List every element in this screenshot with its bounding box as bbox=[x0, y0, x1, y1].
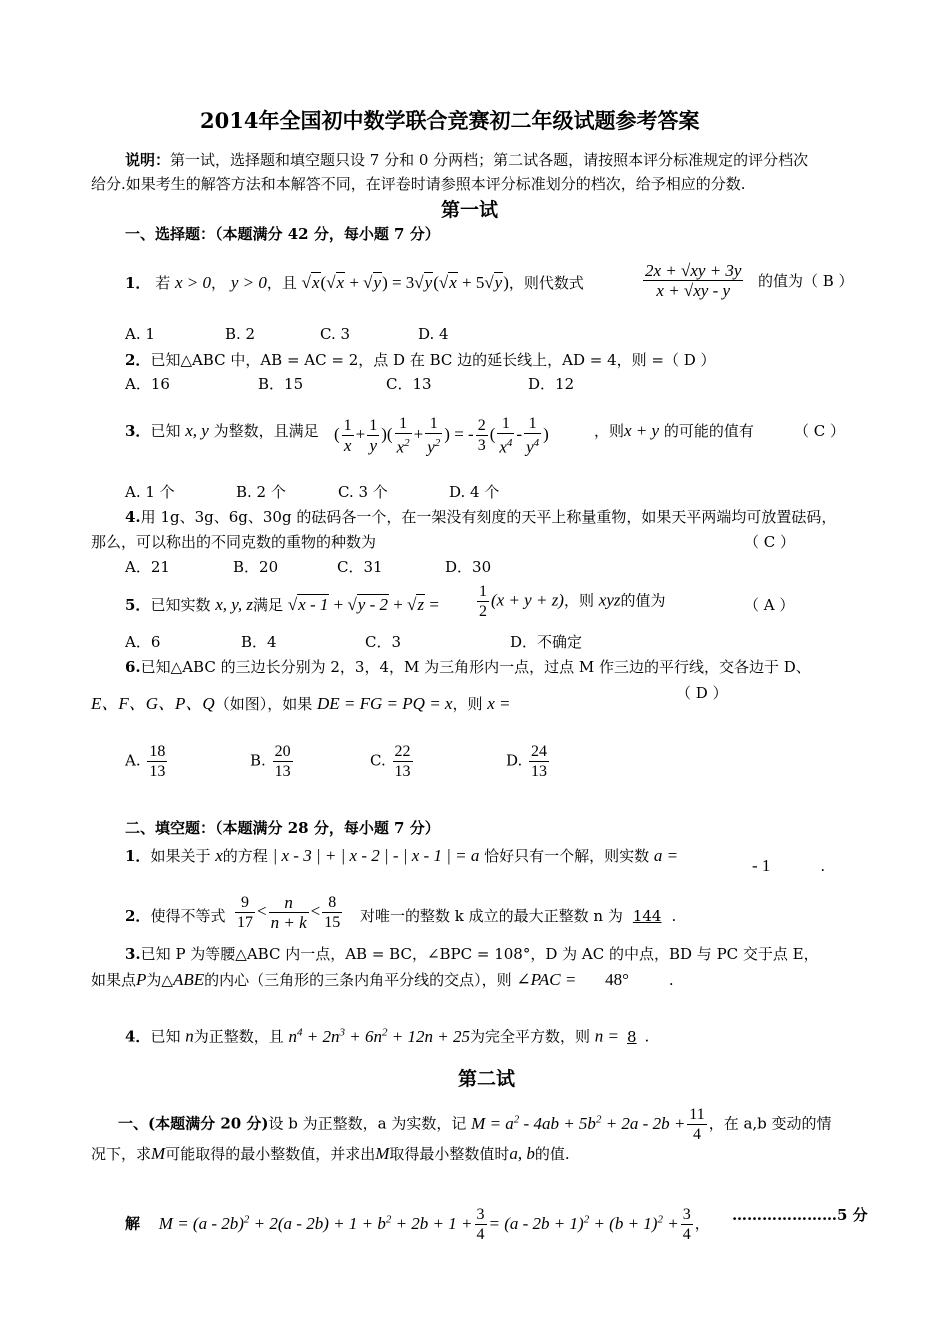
q1-mid: ，且 bbox=[266, 274, 297, 292]
q4-answer: （ C ） bbox=[744, 533, 796, 551]
q2-option-c: C．13 bbox=[386, 375, 432, 393]
q5-option-b: B．4 bbox=[241, 633, 277, 651]
note-text-1: 第一试，选择题和填空题只设 7 分和 0 分两档；第二试各题，请按照本评分标准规定的评分档次 bbox=[170, 151, 809, 169]
q3-equation: ( $\frac{1}{x}$ + $\frac{1}{y}$ )( $\frac{1}{x^2}$ + $\frac{1}{y^2}$ ) = - $\frac{2}{3}$ ( $\frac{1}{x^4}$ - $\frac{1}{y^4}$ ) bbox=[334, 415, 549, 457]
note-line-2: 给分.如果考生的解答方法和本解答不同，在评卷时请参照本评分标准划分的档次，给予相应的分数. bbox=[91, 175, 746, 193]
question-4 bbox=[125, 507, 836, 527]
solution-score: …………………5 分 bbox=[732, 1206, 868, 1224]
q1-then: ，则代数式 bbox=[508, 274, 584, 292]
q5-number: 5． bbox=[125, 596, 151, 614]
note-line-1 bbox=[125, 150, 808, 170]
q1-option-d: D. 4 bbox=[418, 325, 449, 343]
fill-2: 2．使得不等式 bbox=[125, 907, 226, 925]
q4-number: 4. bbox=[125, 508, 141, 526]
q1-option-b: B. 2 bbox=[225, 325, 256, 343]
f3-line-2: 如果点P为△ABE的内心（三角形的三条内角平分线的交点），则 ∠PAC = 48° . bbox=[91, 970, 674, 989]
q5-vars: x, y, z bbox=[215, 595, 254, 614]
f4-number: 4． bbox=[125, 1027, 151, 1046]
q5-equation-rhs: $\frac{1}{2}$ (x + y + z)，则 xyz的值为 bbox=[479, 583, 666, 620]
f2-tail: 对唯一的整数 k 成立的最大正整数 n 为 144 . bbox=[360, 907, 677, 925]
q3-number: 3． bbox=[125, 422, 151, 440]
q1-option-c: C. 3 bbox=[320, 325, 351, 343]
q6-answer: （ D ） bbox=[676, 684, 728, 702]
q6-option-c: C. $\frac{22}{13}$ bbox=[370, 743, 411, 780]
f1-number: 1． bbox=[125, 847, 151, 865]
part1-title: 一、选择题：（本题满分 42 分，每小题 7 分） bbox=[125, 225, 440, 243]
note-label: 说明： bbox=[125, 151, 171, 169]
q4-option-b: B．20 bbox=[233, 558, 279, 576]
f3-number: 3. bbox=[125, 945, 141, 963]
q3-answer: （ C ） bbox=[794, 422, 846, 440]
part2-title: 二、填空题：（本题满分 28 分，每小题 7 分） bbox=[125, 819, 440, 837]
q6-xeq: x = bbox=[487, 694, 511, 713]
q3-option-d: D. 4 个 bbox=[449, 483, 500, 501]
round2-problem-1: 一、(本题满分 20 分)设 b 为正整数，a 为实数，记 $M = a^2 - 4ab + 5b^2 + 2a - 2b$ + $\frac{11}{4}$ ，在 a,b 变动的情 bbox=[118, 1106, 832, 1143]
q5-option-d: D．不确定 bbox=[510, 633, 583, 651]
f3-answer: 48° bbox=[605, 970, 629, 989]
q5-option-c: C．3 bbox=[365, 633, 402, 651]
page-title: 2014年全国初中数学联合竞赛初二年级试题参考答案 bbox=[200, 108, 700, 133]
question-6 bbox=[125, 657, 811, 677]
q6-option-a: A. $\frac{18}{13}$ bbox=[125, 743, 166, 780]
round2-line-2: 况下，求M可能取得的最小整数值，并求出M取得最小整数值时a, b的值. bbox=[91, 1144, 570, 1163]
q4-option-c: C．31 bbox=[337, 558, 383, 576]
question-1: 1． 若 x > 0， y > 0，且 √x(√x + √y) = 3√y(√x + 5√y)，则代数式 bbox=[125, 273, 584, 292]
q4-line-1: 用 1g、3g、6g、30g 的砝码各一个，在一架没有刻度的天平上称量重物，如果天平两端均可放置砝码， bbox=[140, 508, 837, 526]
q6-line-1: 已知△ABC 的三边长分别为 2，3，4，M 为三角形内一点，过点 M 作三边的平行线，交各边于 D、 bbox=[140, 658, 811, 676]
round1-title: 第一试 bbox=[441, 199, 499, 221]
fill-1: 1．如果关于 x的方程 | x - 3 | + | x - 2 | - | x - 1 | = a 恰好只有一个解，则实数 a = bbox=[125, 846, 679, 865]
q3-vars: x, y bbox=[185, 421, 209, 440]
q1-equation: √x(√x + √y) = 3√y(√x + 5√y) bbox=[301, 273, 509, 292]
q1-cond-y: y > 0 bbox=[230, 273, 267, 292]
q3-option-c: C. 3 个 bbox=[338, 483, 388, 501]
q3-tail: ，则x + y 的可能的值有 bbox=[594, 421, 754, 440]
q3-option-b: B. 2 个 bbox=[236, 483, 286, 501]
q4-line-2: 那么，可以称出的不同克数的重物的种数为 bbox=[91, 533, 377, 551]
q5-equation: √x - 1 + √y - 2 + √z = bbox=[287, 595, 439, 614]
solution-label: 解 bbox=[125, 1214, 141, 1233]
q4-option-a: A．21 bbox=[125, 558, 170, 576]
f4-answer: 8 bbox=[626, 1027, 637, 1046]
q2-option-b: B．15 bbox=[258, 375, 304, 393]
question-2 bbox=[125, 350, 716, 370]
q6-line-2: E、F、G、P、Q（如图），如果 DE = FG = PQ = x，则 x = bbox=[91, 694, 511, 713]
q6-option-b: B. $\frac{20}{13}$ bbox=[250, 743, 291, 780]
f2-answer: 144 bbox=[632, 907, 662, 925]
q6-eq: DE = FG = PQ = x bbox=[317, 694, 453, 713]
f2-inequality: $\frac{9}{17}$ < $\frac{n}{n + k}$ < $\frac{8}{15}$ bbox=[237, 893, 341, 932]
q5-option-a: A．6 bbox=[125, 633, 161, 651]
q2-text: 已知△ABC 中，AB = AC = 2，点 D 在 BC 边的延长线上，AD = 4，则 =（ D ） bbox=[150, 351, 716, 369]
fill-3 bbox=[125, 944, 819, 964]
q1-pre: 若 bbox=[155, 274, 171, 292]
q1-answer: 的值为（ B ） bbox=[758, 272, 854, 290]
q2-option-d: D．12 bbox=[528, 375, 575, 393]
f3-line-1: 已知 P 为等腰△ABC 内一点，AB = BC，∠BPC = 108°，D 为 AC 的中点，BD 与 PC 交于点 E， bbox=[140, 945, 819, 963]
q6-number: 6. bbox=[125, 658, 141, 676]
q1-cond-x: x > 0 bbox=[175, 273, 212, 292]
round2-title: 第二试 bbox=[458, 1068, 516, 1090]
q3-sum: x + y bbox=[624, 421, 660, 440]
q1-number: 1． bbox=[125, 274, 151, 292]
q4-option-d: D．30 bbox=[445, 558, 492, 576]
s2-head: 一、(本题满分 20 分) bbox=[118, 1114, 269, 1133]
s2-m-def: $M = a^2 - 4ab + 5b^2 + 2a - 2b$ + bbox=[471, 1112, 686, 1133]
q5-prod: xyz bbox=[598, 590, 621, 610]
fill-4: 4．已知 n为正整数，且 $n^4 + 2n^3 + 6n^2 + 12n + 25$为完全平方数，则 n = 8 . bbox=[125, 1026, 650, 1046]
q3-pre: 已知 bbox=[150, 422, 181, 440]
f4-expression: $n^4 + 2n^3 + 6n^2 + 12n + 25$ bbox=[288, 1026, 470, 1046]
q2-number: 2． bbox=[125, 351, 151, 369]
q2-option-a: A．16 bbox=[125, 375, 170, 393]
q3-mid: 为整数，且满足 bbox=[213, 422, 319, 440]
f1-equation: | x - 3 | + | x - 2 | - | x - 1 | = a bbox=[272, 846, 480, 865]
q1-fraction: $\frac{2x + √xy + 3y}{x + √xy - y}$ bbox=[645, 261, 742, 300]
question-3 bbox=[125, 421, 319, 441]
solution-line: 解 $M = (a - 2b)^2 + 2(a - 2b) + 1 + b^2 + 2b + 1$ + $\frac{3}{4}$ = $(a - 2b + 1)^2 + (b + 1)^2$ + $\frac{3}{4}$ ， bbox=[125, 1206, 710, 1243]
q6-points: E、F、G、P、Q bbox=[91, 694, 215, 713]
f2-number: 2． bbox=[125, 907, 151, 925]
question-5: 5．已知实数 x, y, z满足 √x - 1 + √y - 2 + √z = bbox=[125, 595, 439, 614]
solution-equation: $M = (a - 2b)^2 + 2(a - 2b) + 1 + b^2 + 2b + 1$ + bbox=[158, 1212, 473, 1233]
q3-option-a: A. 1 个 bbox=[125, 483, 175, 501]
q6-option-d: D. $\frac{24}{13}$ bbox=[506, 743, 548, 780]
f1-answer: - 1 . bbox=[752, 856, 826, 875]
q1-option-a: A. 1 bbox=[125, 325, 155, 343]
q5-answer: （ A ） bbox=[744, 596, 795, 614]
